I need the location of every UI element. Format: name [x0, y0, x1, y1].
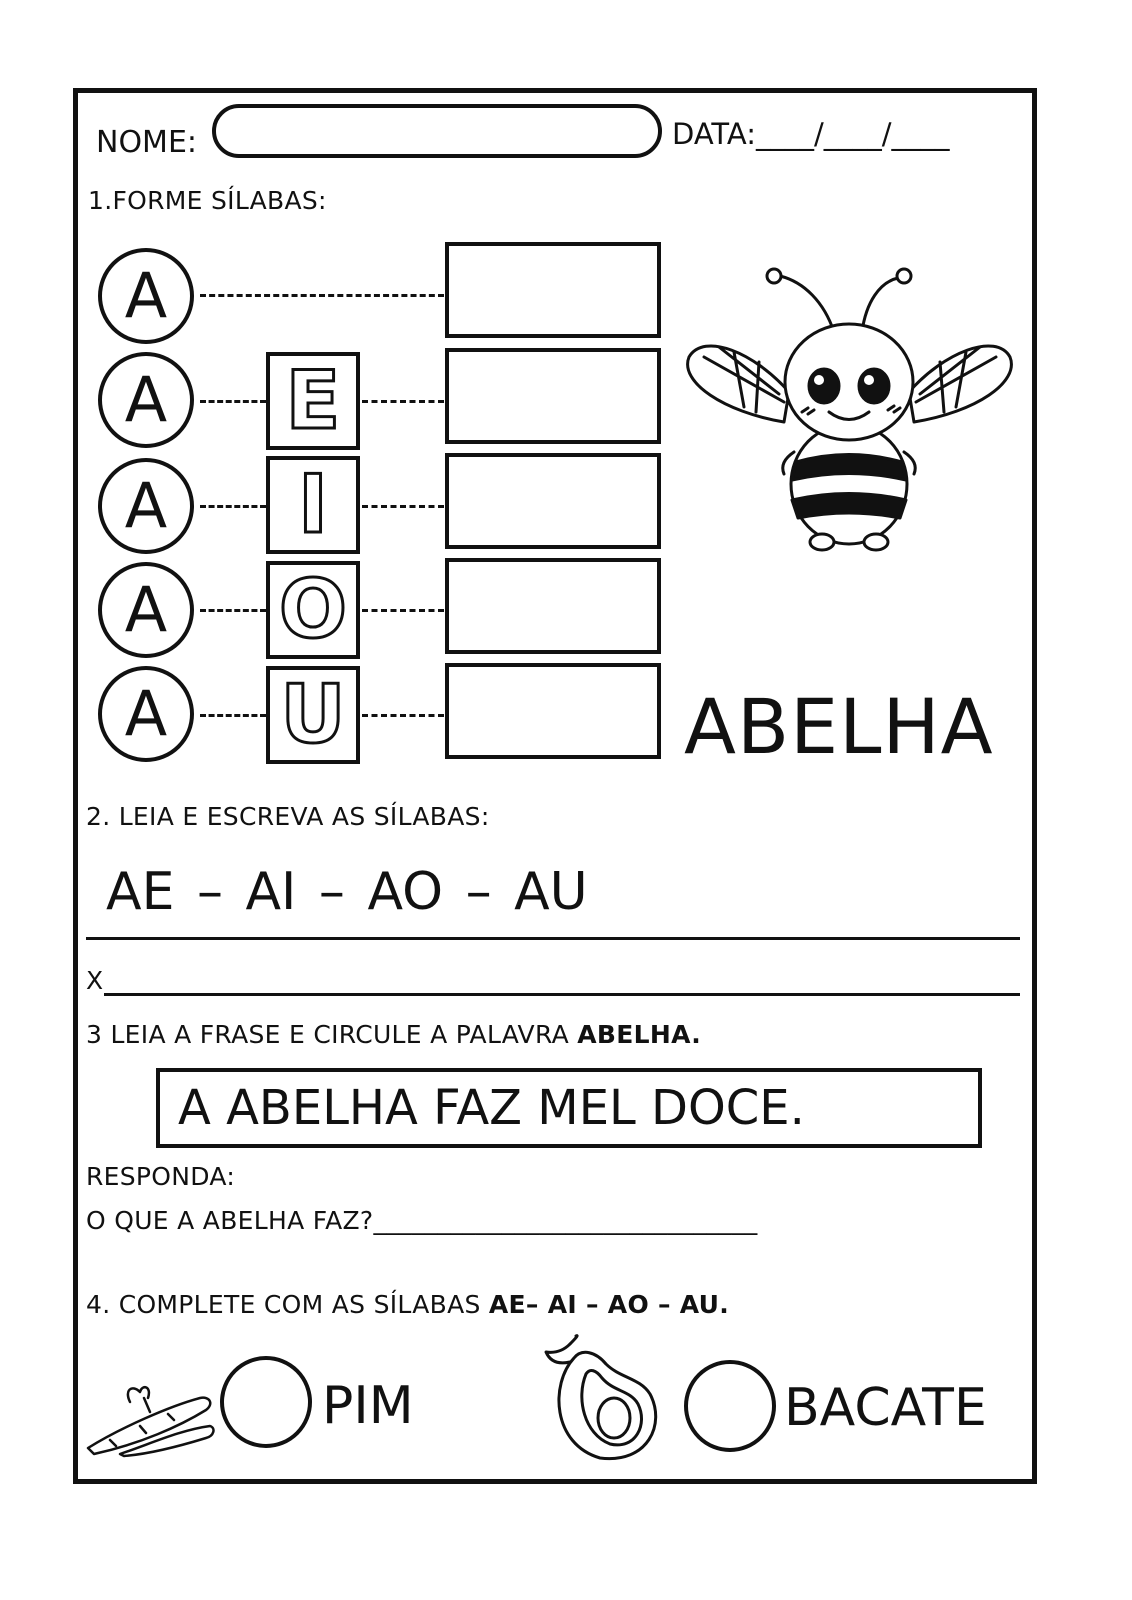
syllables-line: AE – AI – AO – AU [106, 862, 588, 922]
syllable-circle-a: A [98, 562, 194, 658]
q3-title: 3 LEIA A FRASE E CIRCULE A PALAVRA ABELHA. [86, 1020, 702, 1049]
cassava-icon [80, 1378, 216, 1458]
writing-line[interactable] [104, 993, 1020, 996]
bee-icon [684, 262, 1016, 554]
word-abelha: ABELHA [684, 682, 994, 771]
dashed-connector [362, 714, 444, 717]
sentence-box[interactable]: A ABELHA FAZ MEL DOCE. [156, 1068, 982, 1148]
dashed-connector [200, 609, 266, 612]
avocado-icon [540, 1334, 668, 1464]
syllable-circle-a: A [98, 352, 194, 448]
syllable-circle-a: A [98, 248, 194, 344]
dashed-connector [362, 609, 444, 612]
answer-box[interactable] [445, 663, 661, 759]
answer-box[interactable] [445, 242, 661, 338]
syllable-circle-a: A [98, 458, 194, 554]
blank-circle[interactable] [220, 1356, 312, 1448]
dashed-connector [362, 400, 444, 403]
answer-box[interactable] [445, 558, 661, 654]
answer-box[interactable] [445, 453, 661, 549]
respond-label: RESPONDA: [86, 1162, 236, 1191]
dashed-connector [200, 294, 444, 297]
vowel-box-i: I [266, 456, 360, 554]
answer-box[interactable] [445, 348, 661, 444]
vowel-box-o: O [266, 561, 360, 659]
question-line: O QUE A ABELHA FAZ?______________________________ [86, 1206, 758, 1235]
q4-title: 4. COMPLETE COM AS SÍLABAS AE– AI – AO – AU. [86, 1290, 730, 1319]
name-field[interactable] [212, 104, 662, 158]
name-label: NOME: [96, 125, 198, 160]
line-prefix-x: X [86, 966, 104, 995]
dashed-connector [362, 505, 444, 508]
date-label: DATA:____/____/____ [672, 117, 950, 151]
q1-title: 1.FORME SÍLABAS: [88, 186, 327, 215]
word-ending-bacate: BACATE [784, 1378, 987, 1438]
vowel-box-e: E [266, 352, 360, 450]
vowel-box-u: U [266, 666, 360, 764]
word-ending-pim: PIM [322, 1376, 414, 1436]
dashed-connector [200, 714, 266, 717]
dashed-connector [200, 505, 266, 508]
syllable-circle-a: A [98, 666, 194, 762]
writing-line[interactable] [86, 937, 1020, 940]
q2-title: 2. LEIA E ESCREVA AS SÍLABAS: [86, 802, 490, 831]
blank-circle[interactable] [684, 1360, 776, 1452]
dashed-connector [200, 400, 266, 403]
